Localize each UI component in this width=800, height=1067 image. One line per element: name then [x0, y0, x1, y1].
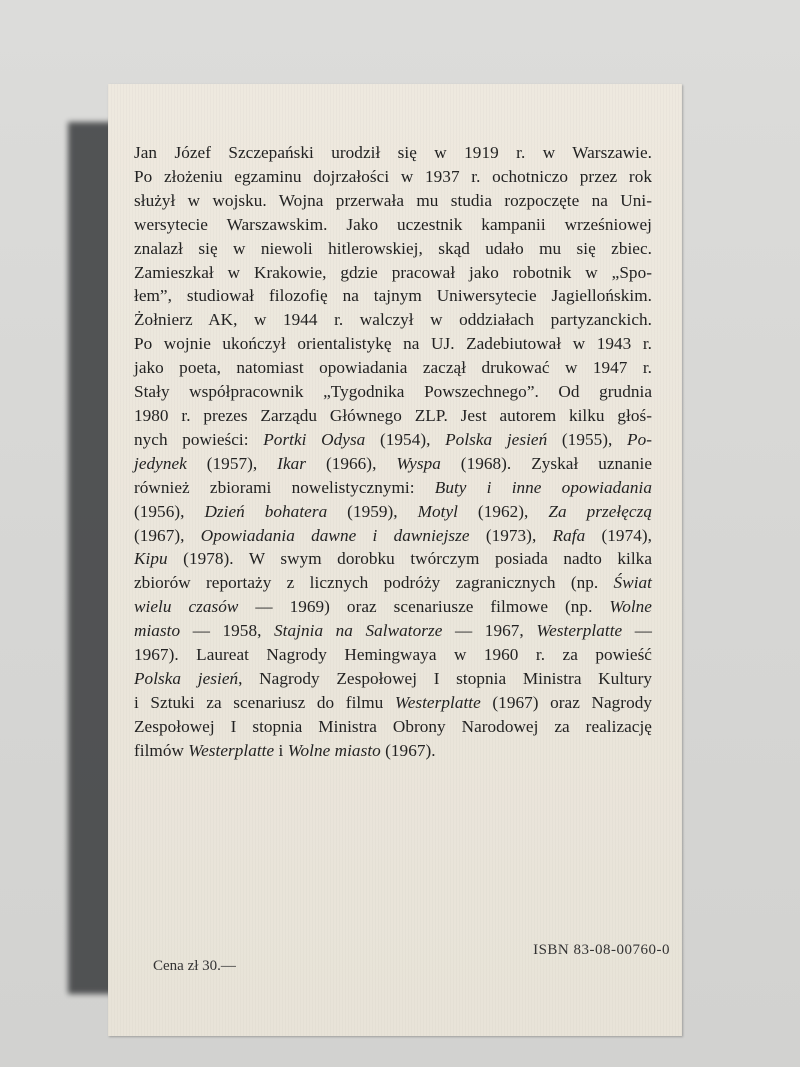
biography-line: wielu czasów — 1969) oraz scenariusze filmowe (np. Wolne: [134, 597, 652, 617]
biography-line: Żołnierz AK, w 1944 r. walczył w oddziałach partyzanckich.: [134, 310, 652, 330]
biography-line: Jan Józef Szczepański urodził się w 1919 r. w Warszawie.: [134, 143, 652, 162]
biography-line: (1967), Opowiadania dawne i dawniejsze (1973), Rafa (1974),: [134, 525, 652, 545]
biography-line: jedynek (1957), Ikar (1966), Wyspa (1968). Zyskał uznanie: [134, 453, 652, 473]
biography-line: Po złożeniu egzaminu dojrzałości w 1937 r. ochotniczo przez rok: [134, 166, 652, 186]
biography-line: Zespołowej I stopnia Ministra Obrony Narodowej za realizację: [134, 716, 652, 736]
biography-line: i Sztuki za scenariusz do filmu Westerplatte (1967) oraz Nagrody: [134, 692, 652, 712]
biography-line: zbiorów reportaży z licznych podróży zagranicznych (np. Świat: [134, 573, 652, 593]
biography-line: wersytecie Warszawskim. Jako uczestnik kampanii wrześniowej: [134, 214, 652, 234]
price-label: Cena zł 30.—: [153, 958, 236, 974]
isbn-label: ISBN 83-08-00760-0: [533, 942, 670, 958]
biography-line: (1956), Dzień bohatera (1959), Motyl (1962), Za przełęczą: [134, 501, 652, 521]
biography-line: Zamieszkał w Krakowie, gdzie pracował jako robotnik w „Spo-: [134, 262, 652, 282]
biography-line: 1980 r. prezes Zarządu Głównego ZLP. Jest autorem kilku głoś-: [134, 405, 652, 425]
biography-line: służył w wojsku. Wojna przerwała mu studia rozpoczęte na Uni-: [134, 190, 652, 210]
author-biography: [134, 141, 652, 763]
biography-line: Po wojnie ukończył orientalistykę na UJ. Zadebiutował w 1943 r.: [134, 334, 652, 354]
biography-line: miasto — 1958, Stajnia na Salwatorze — 1967, Westerplatte —: [134, 621, 653, 641]
biography-line: łem”, studiował filozofię na tajnym Uniwersytecie Jagiellońskim.: [134, 286, 652, 306]
biography-line: Stały współpracownik „Tygodnika Powszechnego”. Od grudnia: [134, 382, 652, 402]
biography-line: nych powieści: Portki Odysa (1954), Polska jesień (1955), Po-: [134, 429, 652, 449]
biography-line: znalazł się w niewoli hitlerowskiej, skąd udało mu się zbiec.: [134, 238, 652, 258]
biography-line: 1967). Laureat Nagrody Hemingwaya w 1960 r. za powieść: [134, 645, 652, 665]
biography-line: Polska jesień, Nagrody Zespołowej I stopnia Ministra Kultury: [134, 668, 652, 688]
biography-line: Kipu (1978). W swym dorobku twórczym posiada nadto kilka: [134, 549, 652, 569]
biography-line: również zbiorami nowelistycznymi: Buty i inne opowiadania: [134, 477, 652, 497]
biography-line: jako poeta, natomiast opowiadania zaczął drukować w 1947 r.: [134, 358, 652, 378]
biography-line: filmów Westerplatte i Wolne miasto (1967).: [134, 740, 436, 760]
